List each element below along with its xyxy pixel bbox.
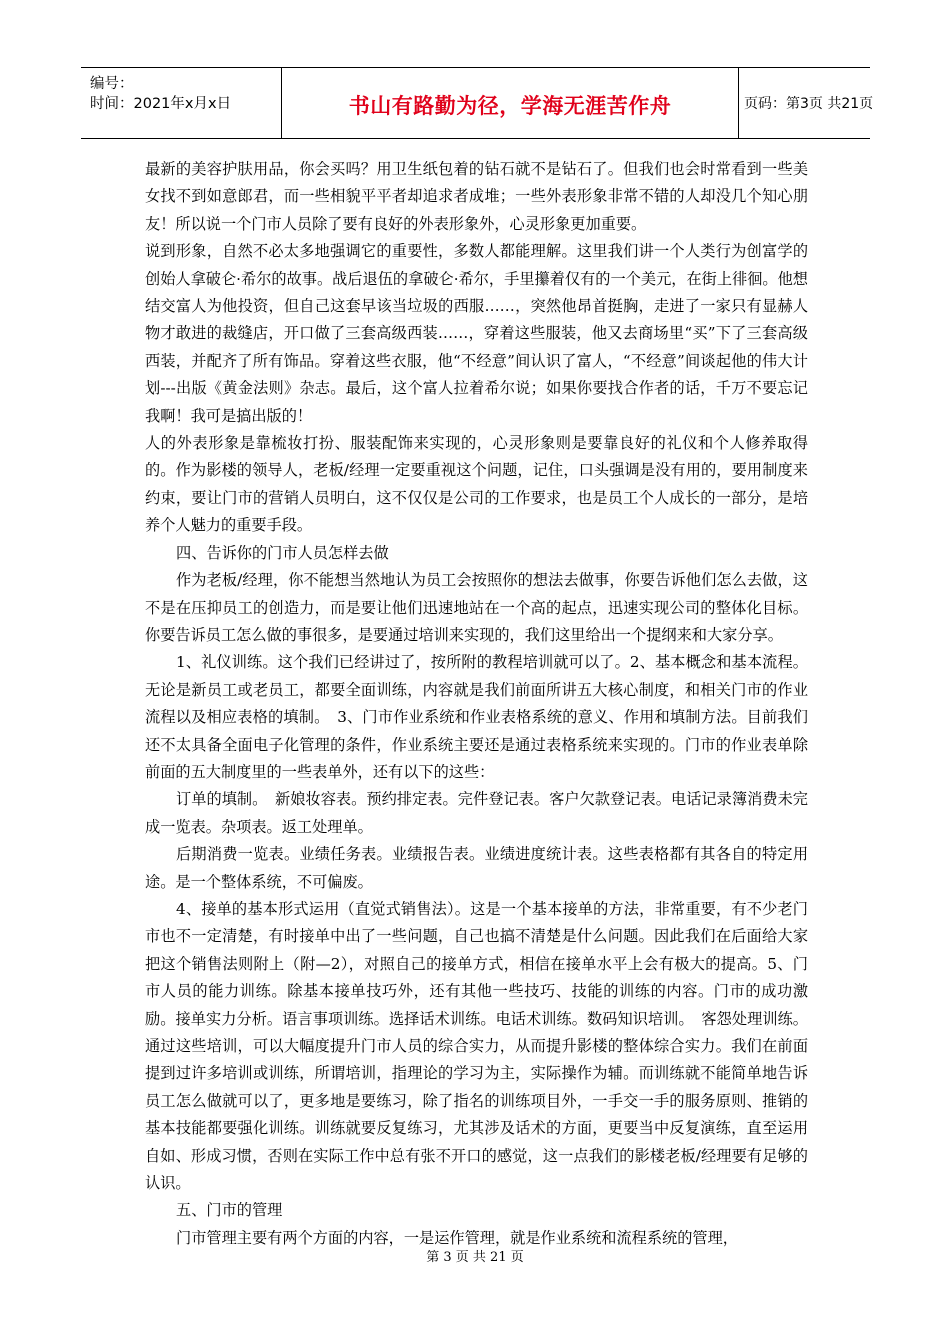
body-paragraph: 最新的美容护肤用品，你会买吗？用卫生纸包着的钻石就不是钻石了。但我们也会时常看到一些美女找不到如意郎君，而一些相貌平平者却追求者成堆；一些外表形象非常不错的人却没几个知心朋友！所以说一个门市人员除了要有良好的外表形象外，心灵形象更加重要。 [145,160,808,233]
header-slogan-cell [281,68,739,138]
body-paragraph: 4、接单的基本形式运用（直觉式销售法）。这是一个基本接单的方法，非常重要，有不少老门市也不一定清楚，有时接单中出了一些问题，自己也搞不清楚是什么问题。因此我们在后面给大家把这个销售法则附上（附—2），对照自己的接单方式，相信在接单水平上会有极大的提高。5、门市人员的能力训练。除基本接单技巧外，还有其他一些技巧、技能的训练的内容。门市的成功激励。接单实力分析。语言事项训练。选择话术训练。电话术训练。数码知识培训。 客怨处理训练。通过这些培训，可以大幅度提升门市人员的综合实力，从而提升影楼的整体综合实力。我们在前面提到过许多培训或训练，所谓培训，指理论的学习为主，实际操作为辅。而训练就不能简单地告诉员工怎么做就可以了，更多地是要练习，除了指名的训练项目外，一手交一手的服务原则、推销的基本技能都要强化训练。训练就要反复练习，尤其涉及话术的方面，更要当中反复演练，直至运用自如、形成习惯，否则在实际工作中总有张不开口的感觉，这一点我们的影楼老板/经理要有足够的认识。 [145,899,808,1193]
header-info-cell [81,68,281,138]
header-slogan: 书山有路勤为径，学海无涯苦作舟 [348,94,672,118]
page-footer: 第 3 页 共 21 页 [426,1250,524,1265]
body-paragraph: 五、门市的管理 [176,1201,283,1220]
body-paragraph: 1、礼仪训练。这个我们已经讲过了，按所附的教程培训就可以了。2、基本概念和基本流程。无论是新员工或老员工，都要全面训练，内容就是我们前面所讲五大核心制度，和相关门市的作业流程以及相应表格的填制。 3、门市作业系统和作业表格系统的意义、作用和填制方法。目前我们还不太具备全面电子化管理的条件，作业系统主要还是通过表格系统来实现的。门市的作业表单除前面的五大制度里的一些表单外，还有以下的这些： [145,653,808,781]
body-paragraph: 订单的填制。 新娘妆容表。预约排定表。完件登记表。客户欠款登记表。电话记录簿消费未完成一览表。杂项表。返工处理单。 [145,790,808,836]
header-page-cell [738,68,874,138]
document-number-label: 编号： [90,76,134,92]
body-paragraph: 门市管理主要有两个方面的内容，一是运作管理，就是作业系统和流程系统的管理， [176,1228,738,1247]
body-paragraph: 四、告诉你的门市人员怎样去做 [176,543,389,562]
document-body [145,156,808,1252]
body-paragraph: 人的外表形象是靠梳妆打扮、服装配饰来实现的，心灵形象则是要靠良好的礼仪和个人修养取得的。作为影楼的领导人，老板/经理一定要重视这个问题，记住，口头强调是没有用的，要用制度来约束，要让门市的营销人员明白，这不仅仅是公司的工作要求，也是员工个人成长的一部分，是培养个人魅力的重要手段。 [145,434,808,535]
body-paragraph: 说到形象，自然不必太多地强调它的重要性，多数人都能理解。这里我们讲一个人类行为创富学的创始人拿破仑·希尔的故事。战后退伍的拿破仑·希尔，手里攥着仅有的一个美元，在街上徘徊。他想结交富人为他投资，但自己这套早该当垃圾的西服……，突然他昂首挺胸，走进了一家只有显赫人物才敢进的裁缝店，开口做了三套高级西装……，穿着这些服装，他又去商场里“买”下了三套高级西装，并配齐了所有饰品。穿着这些衣服，他“不经意”间认识了富人，“不经意”间谈起他的伟大计划---出版《黄金法则》杂志。最后，这个富人拉着希尔说；如果你要找合作者的话，千万不要忘记我啊！我可是搞出版的！ [145,242,808,425]
document-date-label: 时间：2021年x月x日 [90,96,232,112]
body-paragraph: 作为老板/经理，你不能想当然地认为员工会按照你的想法去做事，你要告诉他们怎么去做，这不是在压抑员工的创造力，而是要让他们迅速地站在一个高的起点，迅速实现公司的整体化目标。你要告诉员工怎么做的事很多，是要通过培训来实现的，我们这里给出一个提纲来和大家分享。 [145,571,808,644]
header-page-number: 页码：第3页 共21页 [744,96,874,112]
page-header [81,67,874,139]
body-paragraph: 后期消费一览表。业绩任务表。业绩报告表。业绩进度统计表。这些表格都有其各自的特定用途。是一个整体系统，不可偏废。 [145,845,808,891]
